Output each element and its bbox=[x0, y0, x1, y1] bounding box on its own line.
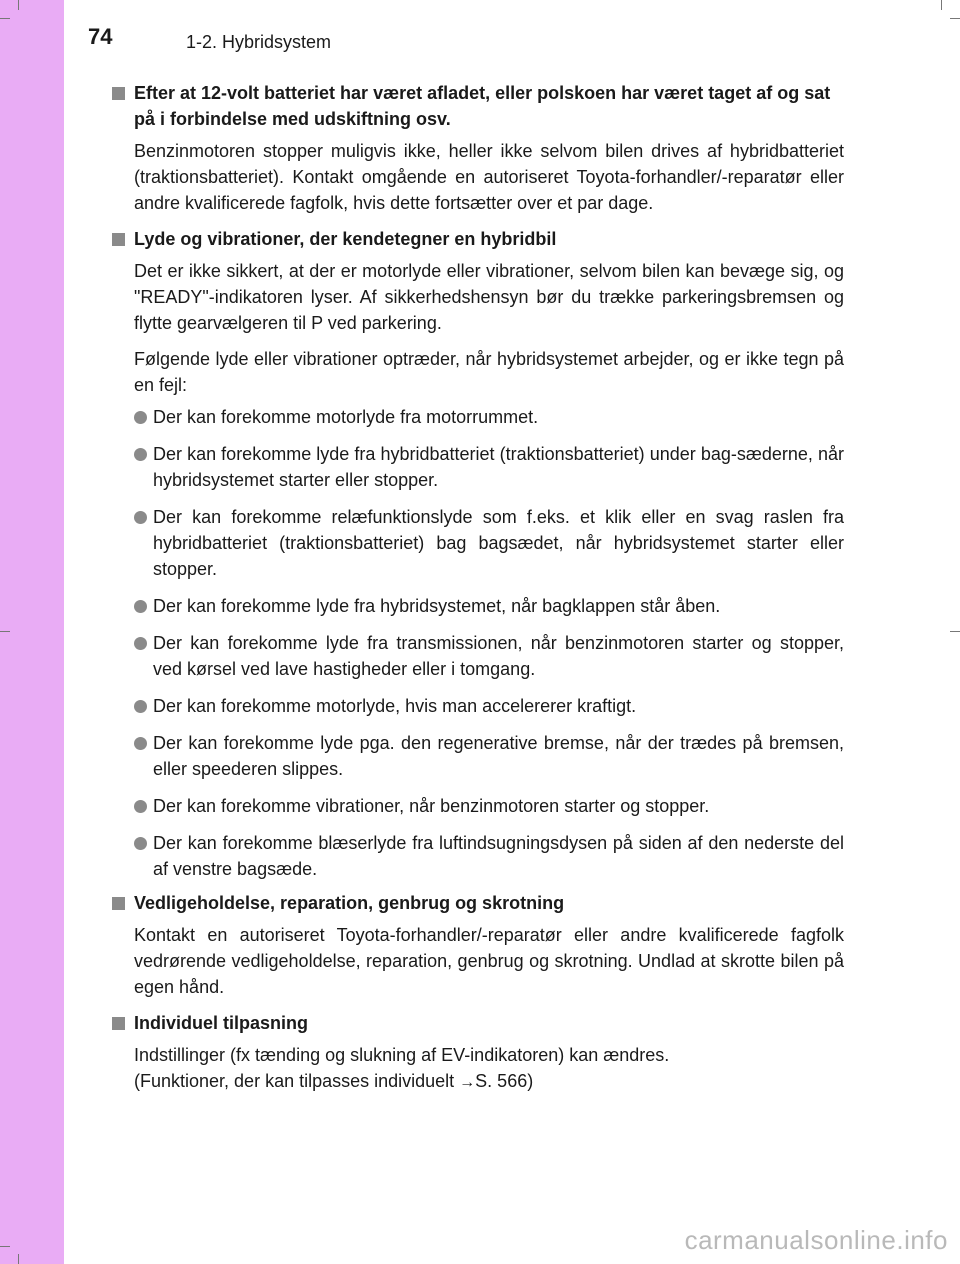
customization-line: Indstillinger (fx tænding og slukning af EV-indikatoren) kan ændres. bbox=[134, 1045, 670, 1065]
paragraph: Det er ikke sikkert, at der er motorlyde eller vibrationer, selvom bilen kan bevæge sig, og "READY"-indikatoren lyser. Af sikkerhedshensyn bør du trække parkeringsbremsen og flytte gearvælgeren til P ved parkering. bbox=[134, 261, 844, 333]
section-heading bbox=[112, 890, 844, 916]
crop-mark bbox=[0, 18, 10, 19]
heading-text: Vedligeholdelse, reparation, genbrug og skrotning bbox=[134, 893, 565, 913]
chapter-tab-band bbox=[0, 0, 64, 1264]
paragraph: Kontakt en autoriseret Toyota-forhandler/-reparatør eller andre kvalificerede fagfolk vedrørende vedligeholdelse, reparation, genbrug og skrotning. Undlad at skrotte bilen på egen hånd. bbox=[134, 925, 844, 997]
paragraph: Følgende lyde eller vibrationer optræder, når hybridsystemet arbejder, og er ikke tegn på en fejl: bbox=[134, 349, 844, 395]
crop-mark bbox=[0, 631, 10, 632]
circle-bullet-icon bbox=[134, 837, 147, 850]
crop-mark bbox=[950, 631, 960, 632]
circle-bullet-icon bbox=[134, 448, 147, 461]
square-bullet-icon bbox=[112, 1017, 125, 1030]
heading-text: Individuel tilpasning bbox=[134, 1013, 309, 1033]
list-item: Der kan forekomme lyde fra transmissionen, når benzinmotoren starter og stopper, ved kørsel ved lave hastigheder eller i tomgang. bbox=[134, 630, 844, 682]
square-bullet-icon bbox=[112, 233, 125, 246]
circle-bullet-icon bbox=[134, 411, 147, 424]
list-item: Der kan forekomme vibrationer, når benzinmotoren starter og stopper. bbox=[134, 793, 844, 819]
list-item: Der kan forekomme blæserlyde fra luftindsugningsdysen på siden af den nederste del af venstre bagsæde. bbox=[134, 830, 844, 882]
list-item: Der kan forekomme relæfunktionslyde som f.eks. et klik eller en svag raslen fra hybridbatteriet (traktionsbatteriet) bag bagsædet, når hybridsystemet starter eller stopper. bbox=[134, 504, 844, 582]
circle-bullet-icon bbox=[134, 800, 147, 813]
list-item: Der kan forekomme lyde fra hybridsystemet, når bagklappen står åben. bbox=[134, 593, 844, 619]
circle-bullet-icon bbox=[134, 700, 147, 713]
arrow-right-icon: → bbox=[459, 1074, 476, 1091]
crop-mark bbox=[18, 0, 19, 10]
crop-mark bbox=[18, 1254, 19, 1264]
circle-bullet-icon bbox=[134, 737, 147, 750]
section-title: 1-2. Hybridsystem bbox=[186, 32, 332, 52]
section-heading bbox=[112, 80, 844, 132]
section-heading bbox=[112, 1010, 844, 1036]
section-heading bbox=[112, 226, 844, 252]
list-item: Der kan forekomme lyde fra hybridbatteriet (traktionsbatteriet) under bag-sæderne, når hybridsystemet starter eller stopper. bbox=[134, 441, 844, 493]
bullet-list bbox=[134, 404, 844, 882]
customization-ref-prefix: (Funktioner, der kan tilpasses individuelt bbox=[134, 1071, 460, 1091]
crop-mark bbox=[950, 18, 960, 19]
page-content bbox=[112, 74, 844, 1096]
list-item: Der kan forekomme motorlyde, hvis man accelererer kraftigt. bbox=[134, 693, 844, 719]
crop-mark bbox=[941, 0, 942, 10]
heading-text: Lyde og vibrationer, der kendetegner en hybridbil bbox=[134, 229, 557, 249]
paragraph bbox=[134, 1042, 844, 1096]
list-item: Der kan forekomme motorlyde fra motorrummet. bbox=[134, 404, 844, 430]
watermark: carmanualsonline.info bbox=[684, 1225, 948, 1255]
crop-mark bbox=[0, 1246, 10, 1247]
circle-bullet-icon bbox=[134, 511, 147, 524]
circle-bullet-icon bbox=[134, 637, 147, 650]
square-bullet-icon bbox=[112, 897, 125, 910]
page-reference-link[interactable]: S. 566) bbox=[475, 1071, 534, 1091]
list-item: Der kan forekomme lyde pga. den regenerative bremse, når der trædes på bremsen, eller speederen slippes. bbox=[134, 730, 844, 782]
page-number: 74 bbox=[88, 24, 113, 49]
paragraph: Benzinmotoren stopper muligvis ikke, heller ikke selvom bilen drives af hybridbatteriet (traktionsbatteriet). Kontakt omgående en autoriseret Toyota-forhandler/-reparatør eller andre kvalificerede fagfolk, hvis dette fortsætter over et par dage. bbox=[134, 141, 844, 213]
circle-bullet-icon bbox=[134, 600, 147, 613]
heading-text: Efter at 12-volt batteriet har været afladet, eller polskoen har været taget af og sat på i forbindelse med udskiftning osv. bbox=[134, 83, 831, 129]
square-bullet-icon bbox=[112, 87, 125, 100]
